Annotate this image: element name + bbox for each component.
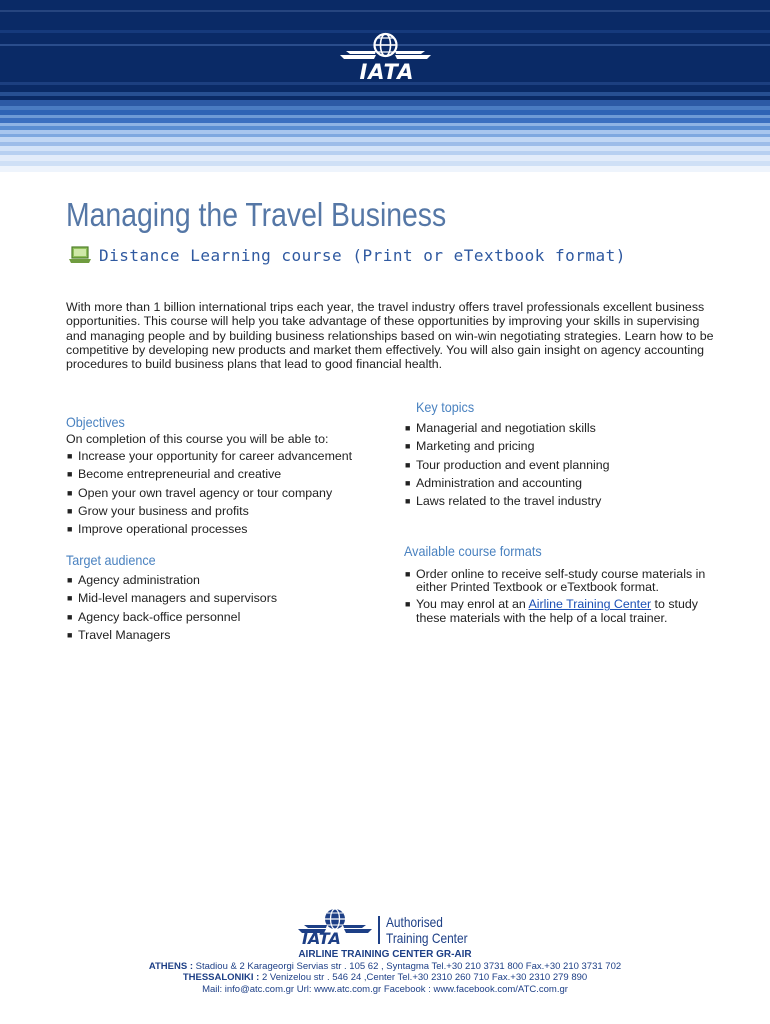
list-item: ■ You may enrol at an Airline Training Center to study these materials with the help of a local trainer. bbox=[405, 597, 698, 625]
course-formats-list bbox=[404, 568, 714, 629]
list-item: ■ Travel Managers bbox=[67, 627, 171, 642]
footer-contact: Mail: info@atc.com.gr Url: www.atc.com.gr Facebook : www.facebook.com/ATC.com.gr bbox=[202, 984, 568, 995]
list-item: ■ Improve operational processes bbox=[67, 522, 248, 537]
list-item: ■ Grow your business and profits bbox=[67, 503, 249, 518]
list-item: ■ Increase your opportunity for career advancement bbox=[67, 449, 353, 463]
page-title: Managing the Travel Business bbox=[66, 196, 447, 233]
objectives-lead: On completion of this course you will be able to: bbox=[66, 432, 329, 446]
intro-paragraph: With more than 1 billion international trips each year, the travel industry offers travel professionals excellent business opportunities. This course will help you take advantage of these opportunities by improving your skills in supervising and managing people and by building business relationships based on win-win negotiating strategies. Learn how to be competitive by developing new products and market them effectively. You will also gain insight on agency accounting procedures to build business plans that lead to good financial health. bbox=[66, 300, 714, 372]
header-banner bbox=[0, 0, 770, 172]
objectives-list bbox=[66, 447, 352, 538]
list-item: ■ Mid-level managers and supervisors bbox=[67, 591, 278, 606]
list-item: ■ Managerial and negotiation skills bbox=[405, 421, 596, 435]
list-item: ■ Order online to receive self-study course materials in either Printed Textbook or eTextbook format. bbox=[405, 567, 706, 595]
list-item: ■ Administration and accounting bbox=[405, 475, 582, 490]
target-audience-list bbox=[66, 571, 277, 644]
list-item: ■ Become entrepreneurial and creative bbox=[67, 467, 282, 482]
authorised-training-center-label: Authorised Training Center bbox=[386, 914, 468, 946]
target-audience-heading: Target audience bbox=[66, 552, 156, 568]
footer-iata-text: IATA bbox=[302, 929, 341, 948]
list-item: ■ Agency back-office personnel bbox=[67, 609, 241, 624]
key-topics-list bbox=[404, 419, 610, 510]
list-item: ■ Tour production and event planning bbox=[405, 457, 610, 472]
list-item: ■ Laws related to the travel industry bbox=[405, 494, 602, 509]
iata-logo-text: IATA bbox=[359, 60, 415, 84]
list-item: ■ Marketing and pricing bbox=[405, 439, 535, 454]
key-topics-heading: Key topics bbox=[416, 399, 475, 415]
airline-training-center-link[interactable]: Airline Training Center bbox=[528, 597, 652, 612]
page-subtitle: Distance Learning course (Print or eTextbook format) bbox=[99, 245, 626, 265]
list-item: ■ Agency administration bbox=[67, 573, 200, 587]
subtitle-row bbox=[68, 244, 626, 266]
list-item: ■ Open your own travel agency or tour company bbox=[67, 485, 333, 500]
course-formats-heading: Available course formats bbox=[404, 543, 542, 559]
footer-center-name: AIRLINE TRAINING CENTER GR-AIR bbox=[298, 949, 472, 960]
objectives-heading: Objectives bbox=[66, 414, 125, 430]
laptop-icon bbox=[68, 246, 92, 264]
footer-divider bbox=[378, 916, 380, 944]
footer-thessaloniki-address: THESSALONIKI : 2 Venizelou str . 546 24 ,Center Tel.+30 2310 260 710 Fax.+30 2310 279 890 bbox=[182, 972, 588, 983]
footer-athens-address: ATHENS : Stadiou & 2 Karageorgi Servias str . 105 62 , Syntagma Tel.+30 210 3731 800 Fax.+30 210 3731 702 bbox=[148, 961, 622, 972]
